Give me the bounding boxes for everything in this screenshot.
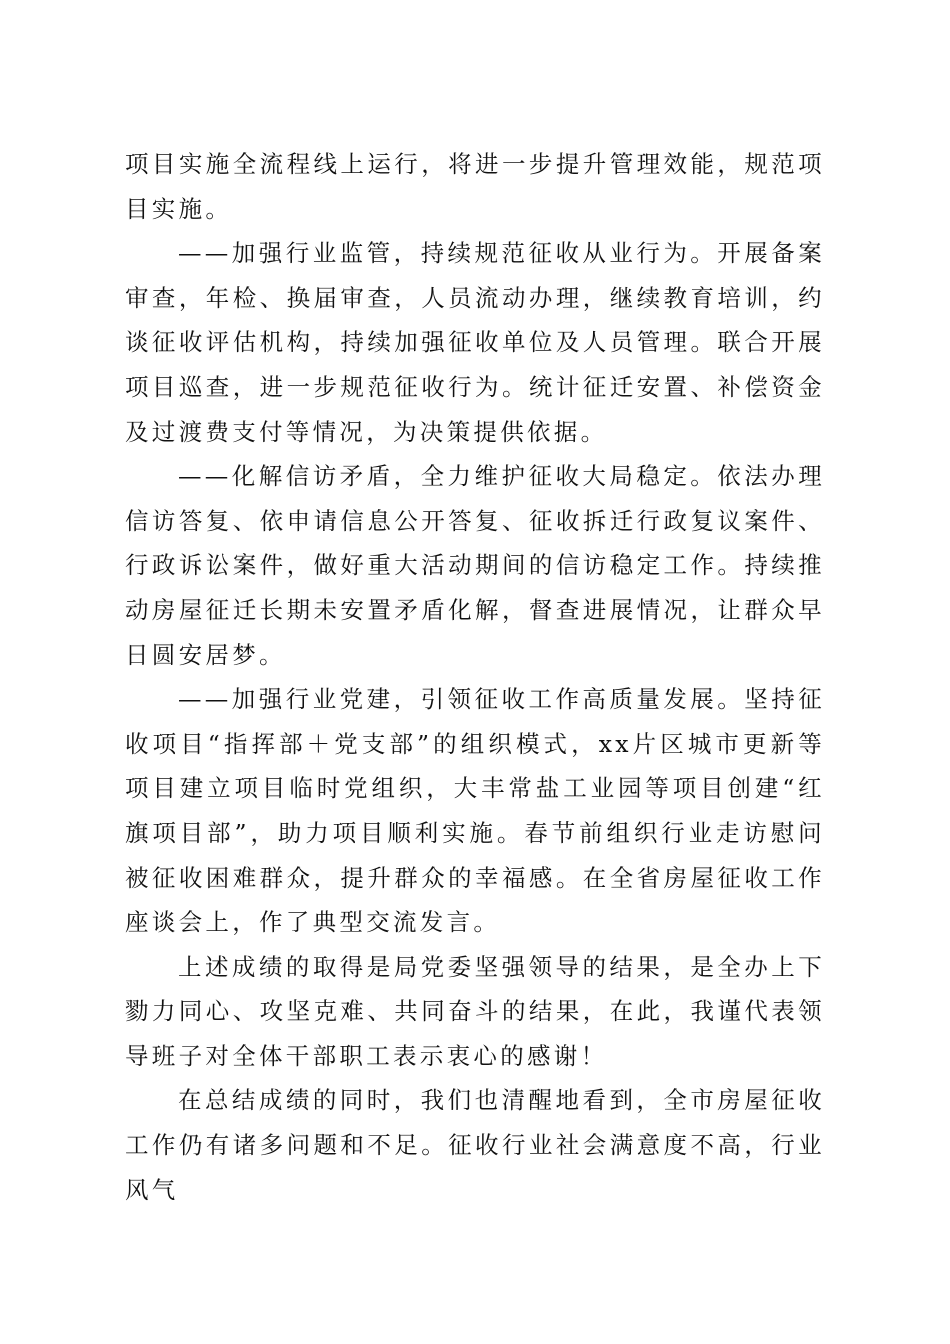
paragraph-industry-supervision: ——加强行业监管，持续规范征收从业行为。开展备案审查，年检、换届审查，人员流动办理，继续教育培训，约谈征收评估机构，持续加强征收单位及人员管理。联合开展项目巡查，进一步规范征收行为。统计征迁安置、补偿资金及过渡费支付等情况，为决策提供依据。 bbox=[125, 239, 825, 446]
paragraph-petition-resolution: ——化解信访矛盾，全力维护征收大局稳定。依法办理信访答复、依申请信息公开答复、征收拆迁行政复议案件、行政诉讼案件，做好重大活动期间的信访稳定工作。持续推动房屋征迁长期未安置矛盾化解，督查进展情况，让群众早日圆安居梦。 bbox=[125, 462, 825, 669]
paragraph-problems: 在总结成绩的同时，我们也清醒地看到，全市房屋征收工作仍有诸多问题和不足。征收行业社会满意度不高，行业风气 bbox=[125, 1086, 825, 1204]
paragraph-acknowledgement: 上述成绩的取得是局党委坚强领导的结果，是全办上下勠力同心、攻坚克难、共同奋斗的结果，在此，我谨代表领导班子对全体干部职工表示衷心的感谢！ bbox=[125, 952, 825, 1070]
paragraph-party-building: ——加强行业党建，引领征收工作高质量发展。坚持征收项目“指挥部＋党支部”的组织模式，xx片区城市更新等项目建立项目临时党组织，大丰常盐工业园等项目创建“红旗项目部”，助力项目顺利实施。春节前组织行业走访慰问被征收困难群众，提升群众的幸福感。在全省房屋征收工作座谈会上，作了典型交流发言。 bbox=[125, 685, 825, 937]
document-body bbox=[125, 142, 825, 1212]
paragraph-continuation: 项目实施全流程线上运行，将进一步提升管理效能，规范项目实施。 bbox=[125, 150, 825, 223]
